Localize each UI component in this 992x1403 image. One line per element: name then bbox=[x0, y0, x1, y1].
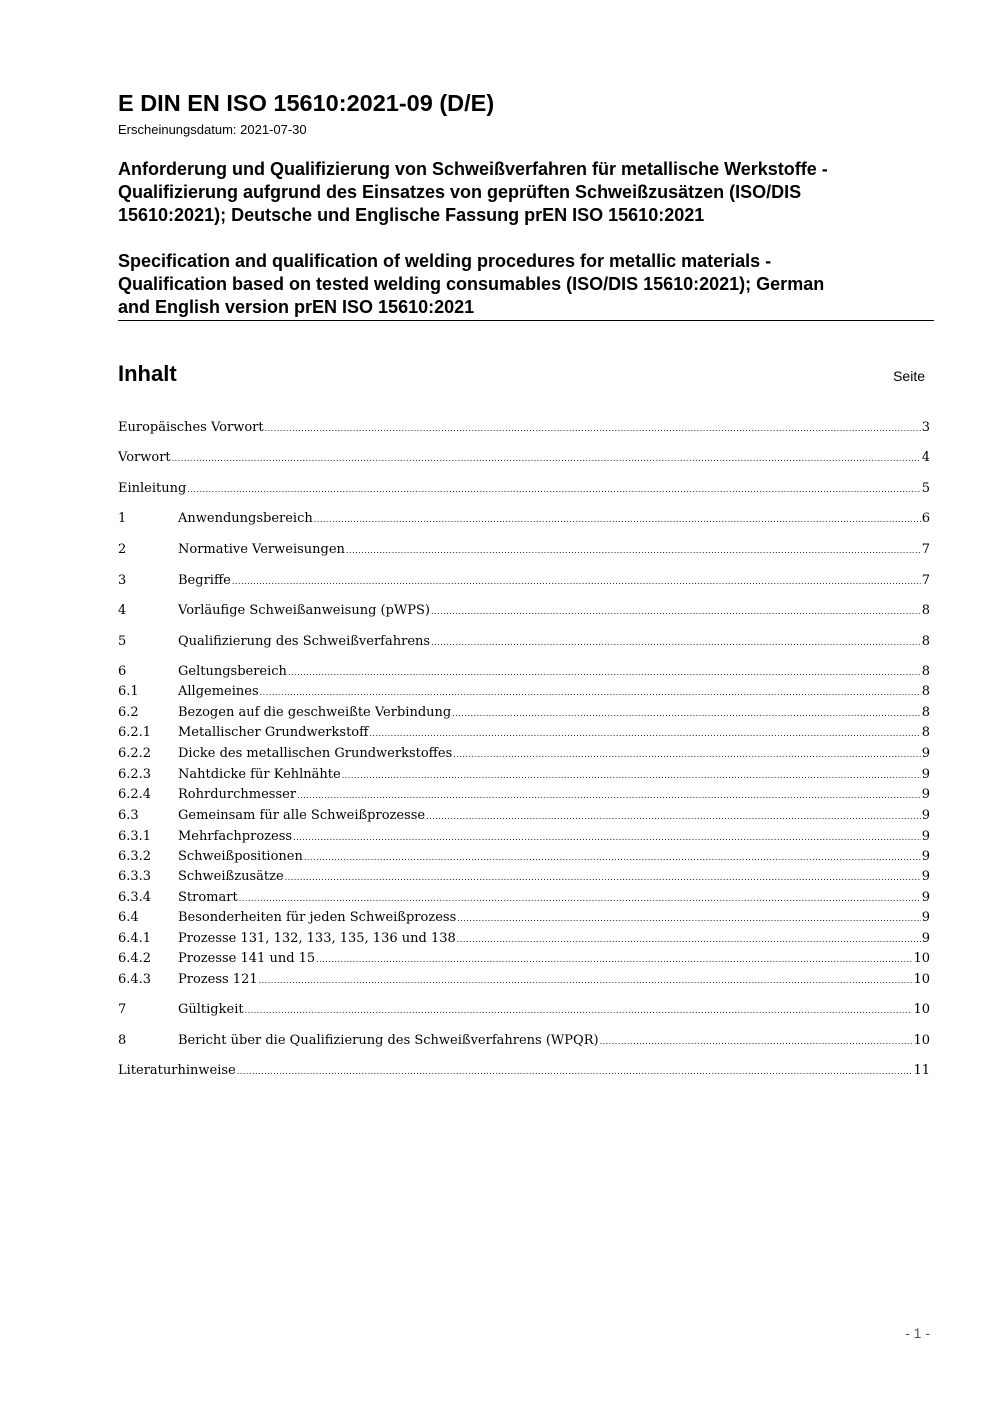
toc-entry-number: 2 bbox=[118, 542, 127, 557]
toc-entry-number: 7 bbox=[118, 1002, 127, 1017]
toc-entry-page: 9 bbox=[921, 746, 930, 761]
toc-entry-page: 8 bbox=[921, 664, 930, 679]
toc-entry-number: 6.3.4 bbox=[118, 890, 152, 905]
toc-entry-page: 9 bbox=[921, 890, 930, 905]
toc-entry-page: 8 bbox=[921, 634, 930, 649]
toc-entry-page: 4 bbox=[921, 450, 930, 465]
toc-entry-number: 4 bbox=[118, 603, 127, 618]
toc-entry-title: Besonderheiten für jeden Schweißprozess bbox=[178, 910, 457, 925]
toc-entry-title: Nahtdicke für Kehlnähte bbox=[178, 767, 341, 782]
toc-entry[interactable] bbox=[118, 867, 930, 887]
toc-dot-leader bbox=[259, 971, 913, 991]
title-german-line: Anforderung und Qualifizierung von Schweißverfahren für metallische Werkstoffe - bbox=[118, 159, 828, 179]
toc-dot-leader bbox=[431, 633, 921, 653]
toc-entry-title: Mehrfachprozess bbox=[178, 829, 293, 844]
toc-entry[interactable] bbox=[118, 806, 930, 826]
toc-entry[interactable] bbox=[118, 448, 930, 468]
toc-entry[interactable] bbox=[118, 418, 930, 438]
toc-page-label: Seite bbox=[893, 368, 925, 384]
title-english bbox=[118, 250, 938, 319]
toc-dot-leader bbox=[187, 480, 920, 500]
toc-entry[interactable] bbox=[118, 744, 930, 764]
toc-entry-number: 6.1 bbox=[118, 684, 139, 699]
toc-entry-title: Gültigkeit bbox=[178, 1002, 244, 1017]
toc-dot-leader bbox=[260, 683, 921, 703]
toc-entry-number: 6.2.4 bbox=[118, 787, 152, 802]
toc-dot-leader bbox=[245, 1001, 913, 1021]
toc-entry-title: Stromart bbox=[178, 890, 238, 905]
title-english-line: Specification and qualification of welding procedures for metallic materials - bbox=[118, 251, 772, 271]
toc-dot-leader bbox=[304, 848, 921, 868]
toc-entry-title: Qualifizierung des Schweißverfahrens bbox=[178, 634, 431, 649]
toc-entry-title: Rohrdurchmesser bbox=[178, 787, 297, 802]
toc-entry[interactable] bbox=[118, 908, 930, 928]
toc-dot-leader bbox=[316, 950, 912, 970]
document-id: E DIN EN ISO 15610:2021-09 (D/E) bbox=[118, 90, 495, 116]
title-german bbox=[118, 158, 938, 227]
toc-entry[interactable] bbox=[118, 929, 930, 949]
toc-entry-number: 6.3 bbox=[118, 808, 139, 823]
toc-entry-page: 9 bbox=[921, 910, 930, 925]
toc-entry-number: 3 bbox=[118, 573, 127, 588]
toc-entry[interactable] bbox=[118, 765, 930, 785]
title-german-line: 15610:2021); Deutsche und Englische Fassung prEN ISO 15610:2021 bbox=[118, 205, 705, 225]
toc-entry-number: 8 bbox=[118, 1033, 127, 1048]
toc-entry-page: 8 bbox=[921, 684, 930, 699]
toc-entry-page: 7 bbox=[921, 542, 930, 557]
title-divider bbox=[118, 320, 934, 321]
toc-entry[interactable] bbox=[118, 723, 930, 743]
toc-entry-title: Einleitung bbox=[118, 481, 187, 496]
toc-dot-leader bbox=[452, 704, 921, 724]
title-english-line: Qualification based on tested welding consumables (ISO/DIS 15610:2021); German bbox=[118, 274, 825, 294]
toc-entry-number: 6.2 bbox=[118, 705, 139, 720]
toc-dot-leader bbox=[314, 510, 921, 530]
toc-entry-title: Gemeinsam für alle Schweißprozesse bbox=[178, 808, 426, 823]
toc-entry[interactable] bbox=[118, 1000, 930, 1020]
toc-dot-leader bbox=[265, 419, 921, 439]
title-german-line: Qualifizierung aufgrund des Einsatzes von geprüften Schweißzusätzen (ISO/DIS bbox=[118, 182, 802, 202]
toc-dot-leader bbox=[237, 1062, 913, 1082]
toc-entry-title: Vorläufige Schweißanweisung (pWPS) bbox=[178, 603, 431, 618]
page-number: - 1 - bbox=[905, 1325, 930, 1341]
toc-entry-page: 5 bbox=[921, 481, 930, 496]
toc-entry-page: 8 bbox=[921, 705, 930, 720]
title-english-line: and English version prEN ISO 15610:2021 bbox=[118, 297, 475, 317]
toc-entry-title: Dicke des metallischen Grundwerkstoffes bbox=[178, 746, 453, 761]
toc-entry-page: 10 bbox=[913, 1002, 930, 1017]
toc-entry-title: Bezogen auf die geschweißte Verbindung bbox=[178, 705, 452, 720]
toc-entry-title: Prozesse 141 und 15 bbox=[178, 951, 316, 966]
toc-entry-title: Begriffe bbox=[178, 573, 231, 588]
toc-entry-title: Schweißpositionen bbox=[178, 849, 303, 864]
toc-entry-number: 6 bbox=[118, 664, 127, 679]
toc-dot-leader bbox=[457, 909, 920, 929]
toc-dot-leader bbox=[239, 889, 921, 909]
toc-dot-leader bbox=[426, 807, 921, 827]
toc-entry-title: Schweißzusätze bbox=[178, 869, 284, 884]
toc-entry-title: Europäisches Vorwort bbox=[118, 420, 264, 435]
toc-dot-leader bbox=[293, 828, 921, 848]
toc-entry-page: 3 bbox=[921, 420, 930, 435]
toc-entry-number: 6.3.2 bbox=[118, 849, 152, 864]
toc-dot-leader bbox=[285, 868, 921, 888]
toc-entry[interactable] bbox=[118, 540, 930, 560]
toc-entry-number: 6.4 bbox=[118, 910, 139, 925]
toc-entry[interactable] bbox=[118, 785, 930, 805]
toc-entry-page: 9 bbox=[921, 767, 930, 782]
toc-entry-title: Prozess 121 bbox=[178, 972, 258, 987]
toc-entry[interactable] bbox=[118, 632, 930, 652]
toc-dot-leader bbox=[232, 572, 921, 592]
toc-entry[interactable] bbox=[118, 827, 930, 847]
toc-entry-number: 6.4.3 bbox=[118, 972, 152, 987]
toc-dot-leader bbox=[297, 786, 921, 806]
toc-entry-page: 9 bbox=[921, 787, 930, 802]
toc-entry[interactable] bbox=[118, 479, 930, 499]
toc-entry-number: 5 bbox=[118, 634, 127, 649]
toc-entry-page: 9 bbox=[921, 931, 930, 946]
toc-entry[interactable] bbox=[118, 601, 930, 621]
toc-entry[interactable] bbox=[118, 970, 930, 990]
toc-entry-number: 6.2.1 bbox=[118, 725, 152, 740]
toc-entry-page: 9 bbox=[921, 808, 930, 823]
toc-entry-number: 6.3.3 bbox=[118, 869, 152, 884]
toc-entry-page: 6 bbox=[921, 511, 930, 526]
toc-heading: Inhalt bbox=[118, 361, 177, 386]
toc-dot-leader bbox=[431, 602, 921, 622]
toc-entry-page: 9 bbox=[921, 849, 930, 864]
toc-dot-leader bbox=[172, 449, 921, 469]
toc-entry-title: Anwendungsbereich bbox=[178, 511, 313, 526]
toc-entry[interactable] bbox=[118, 571, 930, 591]
toc-entry-page: 9 bbox=[921, 869, 930, 884]
toc-entry[interactable] bbox=[118, 662, 930, 682]
toc-dot-leader bbox=[369, 724, 920, 744]
toc-entry-title: Normative Verweisungen bbox=[178, 542, 345, 557]
toc-entry-title: Literaturhinweise bbox=[118, 1063, 236, 1078]
toc-entry-title: Geltungsbereich bbox=[178, 664, 287, 679]
toc-dot-leader bbox=[600, 1032, 913, 1052]
toc-entry-page: 8 bbox=[921, 603, 930, 618]
toc-entry[interactable] bbox=[118, 949, 930, 969]
toc-dot-leader bbox=[346, 541, 921, 561]
toc-entry-title: Vorwort bbox=[118, 450, 171, 465]
toc-entry[interactable] bbox=[118, 682, 930, 702]
toc-entry-page: 10 bbox=[913, 972, 930, 987]
toc-entry-page: 11 bbox=[913, 1063, 930, 1078]
toc-dot-leader bbox=[457, 930, 921, 950]
toc-entry-title: Bericht über die Qualifizierung des Schweißverfahrens (WPQR) bbox=[178, 1033, 599, 1048]
toc-entry-title: Prozesse 131, 132, 133, 135, 136 und 138 bbox=[178, 931, 456, 946]
toc-entry-page: 10 bbox=[913, 951, 930, 966]
toc-entry-number: 6.4.1 bbox=[118, 931, 152, 946]
toc-entry-number: 6.2.2 bbox=[118, 746, 152, 761]
toc-entry-page: 7 bbox=[921, 573, 930, 588]
toc-entry-page: 8 bbox=[921, 725, 930, 740]
toc-entry-title: Allgemeines bbox=[178, 684, 259, 699]
toc-entry-title: Metallischer Grundwerkstoff bbox=[178, 725, 369, 740]
toc-dot-leader bbox=[288, 663, 921, 683]
toc-dot-leader bbox=[453, 745, 920, 765]
toc-entry[interactable] bbox=[118, 888, 930, 908]
toc-entry-page: 10 bbox=[913, 1033, 930, 1048]
toc-entry[interactable] bbox=[118, 1031, 930, 1051]
toc-entry[interactable] bbox=[118, 703, 930, 723]
toc-entry-number: 6.2.3 bbox=[118, 767, 152, 782]
toc-entry[interactable] bbox=[118, 509, 930, 529]
toc-entry-number: 1 bbox=[118, 511, 127, 526]
publication-date: Erscheinungsdatum: 2021-07-30 bbox=[118, 122, 307, 137]
toc-entry-number: 6.4.2 bbox=[118, 951, 152, 966]
toc-entry-page: 9 bbox=[921, 829, 930, 844]
toc-entry[interactable] bbox=[118, 847, 930, 867]
toc-dot-leader bbox=[342, 766, 921, 786]
toc-entry[interactable] bbox=[118, 1061, 930, 1081]
toc-entry-number: 6.3.1 bbox=[118, 829, 152, 844]
